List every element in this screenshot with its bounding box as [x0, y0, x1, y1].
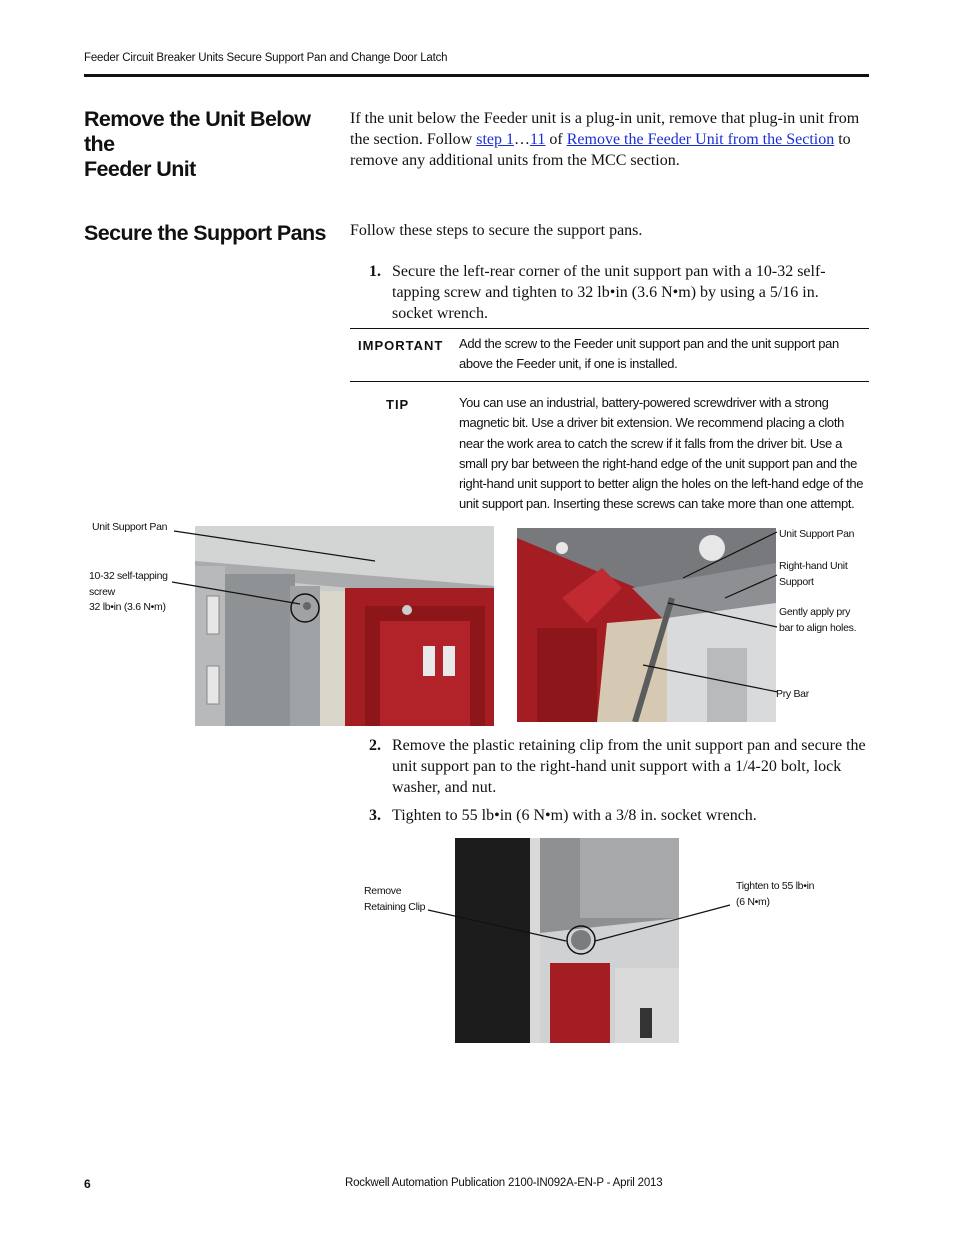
callout-unit-support-pan: Unit Support Pan	[92, 521, 168, 533]
heading-secure-support-pans: Secure the Support Pans	[84, 221, 326, 245]
callout-line: Remove	[364, 885, 402, 897]
callout-pry-bar: Pry Bar	[776, 688, 809, 700]
callout-unit-support-pan-2: Unit Support Pan	[779, 528, 855, 540]
tip-label: TIP	[386, 397, 410, 412]
step-text: Remove the plastic retaining clip from the unit support pan and secure the unit support pan to the right-hand unit support with a 1/4-20 bolt, lock washer, and nut.	[392, 737, 866, 796]
text: If the unit below the Feeder unit is a plug-in unit, remove that plug-in unit from the section. Follow	[350, 110, 860, 148]
callout-line: Right-hand Unit	[779, 560, 848, 572]
heading-line: Feeder Unit	[84, 157, 196, 181]
step-number: 1.	[369, 263, 381, 280]
page-number: 6	[84, 1177, 91, 1191]
link-step-1[interactable]: step 1	[476, 131, 514, 148]
callout-line: Retaining Clip	[364, 900, 426, 913]
step-text: Secure the left-rear corner of the unit support pan with a 10-32 self-tapping screw and tighten to 32 lb•in (3.6 N•m) by using a 5/16 in. socket wrench.	[392, 263, 826, 322]
callout-line: (6 N•m)	[736, 895, 770, 908]
text: of	[545, 131, 567, 148]
step-text: Tighten to 55 lb•in (6 N•m) with a 3/8 in. socket wrench.	[392, 807, 757, 824]
text: to remove any additional units from the MCC section.	[350, 131, 851, 169]
link-remove-feeder-unit[interactable]: Remove the Feeder Unit from the Section	[566, 131, 835, 148]
tip-text: You can use an industrial, battery-powered screwdriver with a strong magnetic bit. Use a driver bit extension. We recommend placing a cloth near the work area to catch the screw if it falls from the driver bit. Use a small pry bar between the right-hand edge of the unit support pan and the right-hand unit support to better align the holes on the left-hand edge of the unit support pan. Inserting these screws can take more than one attempt.	[459, 395, 864, 512]
callout-line: screw	[89, 585, 115, 598]
important-text: Add the screw to the Feeder unit support pan and the unit support pan above the Feeder unit, if one is installed.	[459, 336, 839, 372]
secure-intro: Follow these steps to secure the support pans.	[350, 222, 643, 239]
step-number: 2.	[369, 737, 381, 754]
publication-footer: Rockwell Automation Publication 2100-IN092A-EN-P - April 2013	[345, 1177, 663, 1189]
callout-line: Support	[779, 575, 814, 588]
callout-line: Tighten to 55 lb•in	[736, 880, 815, 892]
callout-line: bar to align holes.	[779, 621, 857, 634]
callout-line: 10-32 self-tapping	[89, 570, 168, 582]
callout-line: Gently apply pry	[779, 606, 851, 618]
running-header: Feeder Circuit Breaker Units Secure Support Pan and Change Door Latch	[84, 52, 448, 64]
important-label: IMPORTANT	[358, 338, 444, 353]
link-step-11[interactable]: 11	[530, 131, 546, 148]
heading-line: Remove the Unit Below the	[84, 107, 311, 156]
text: …	[514, 131, 530, 148]
step-number: 3.	[369, 807, 381, 824]
callout-line: 32 lb•in (3.6 N•m)	[89, 601, 166, 613]
